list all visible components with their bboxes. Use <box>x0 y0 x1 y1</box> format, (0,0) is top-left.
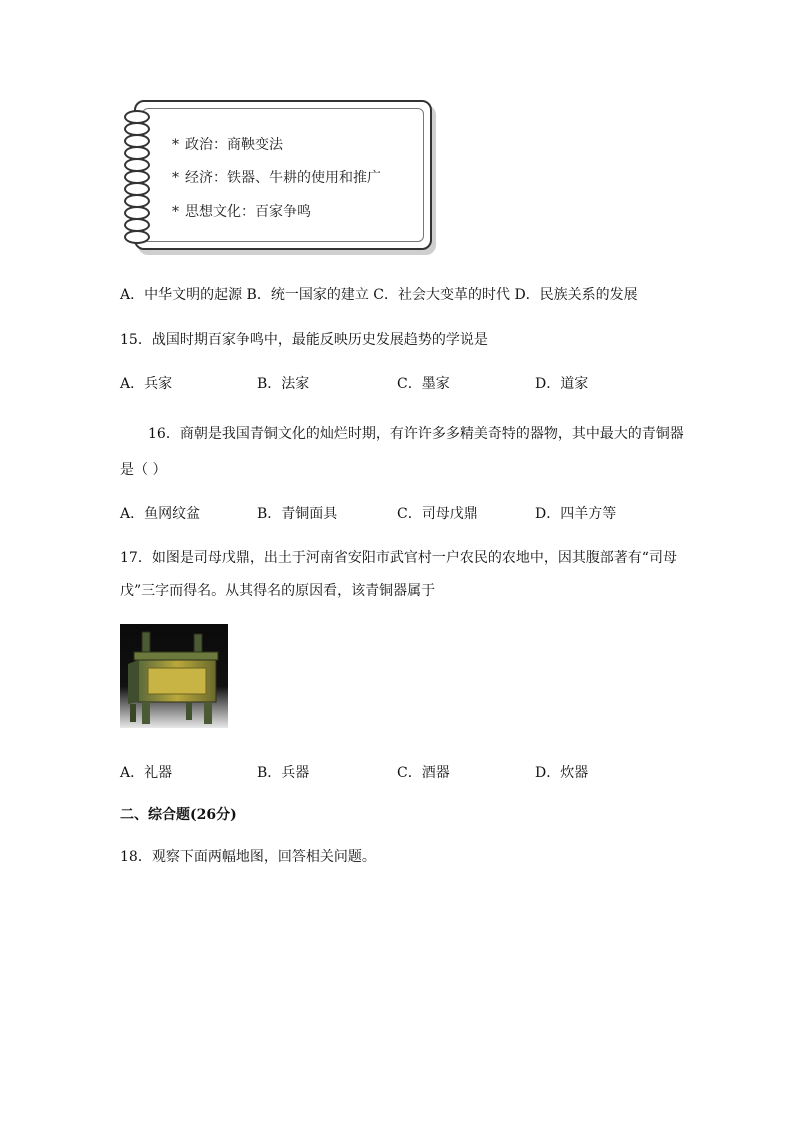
q17-option-a: A．礼器 <box>120 765 173 781</box>
q16-option-a: A．鱼网纹盆 <box>120 506 201 522</box>
q15-option-d: D．道家 <box>535 376 589 392</box>
q15-option-c: C．墨家 <box>397 376 450 392</box>
q17-option-b: B．兵器 <box>257 765 310 781</box>
q16-stem-line2: 是（ ） <box>120 462 167 478</box>
q17-option-c: C．酒器 <box>397 765 450 781</box>
q16-option-b: B．青铜面具 <box>257 506 338 522</box>
bullet: * <box>172 170 179 186</box>
q16-option-d: D．四羊方等 <box>535 506 617 522</box>
q15-option-a: A．兵家 <box>120 376 173 392</box>
notebook-figure <box>118 98 436 254</box>
q17-stem-line1: 17．如图是司母戊鼎，出土于河南省安阳市武官村一户农民的农地中，因其腹部著有“司母 <box>120 550 677 566</box>
q17-option-d: D．炊器 <box>535 765 589 781</box>
q15-stem: 15．战国时期百家争鸣中，最能反映历史发展趋势的学说是 <box>120 332 488 348</box>
notebook-item: * 政治：商鞅变法 <box>172 137 283 153</box>
q16-option-c: C．司母戊鼎 <box>397 506 478 522</box>
ding-illustration <box>120 624 228 728</box>
spiral-ring <box>124 230 150 244</box>
q18-stem: 18．观察下面两幅地图，回答相关问题。 <box>120 849 376 865</box>
notebook-item: * 经济：铁器、牛耕的使用和推广 <box>172 170 381 186</box>
q14-options: A．中华文明的起源 B．统一国家的建立 C．社会大变革的时代 D．民族关系的发展 <box>120 287 638 303</box>
notebook-item: * 思想文化：百家争鸣 <box>172 204 311 220</box>
bullet: * <box>172 137 179 153</box>
q15-option-b: B．法家 <box>257 376 310 392</box>
bullet: * <box>172 204 179 220</box>
ding-bronze-image <box>120 624 228 728</box>
section-heading: 二、综合题(26分) <box>120 807 237 823</box>
q16-stem-line1: 16．商朝是我国青铜文化的灿烂时期，有许许多多精美奇特的器物，其中最大的青铜器 <box>148 426 684 442</box>
q17-stem-line2: 戊”三字而得名。从其得名的原因看，该青铜器属于 <box>120 583 436 599</box>
